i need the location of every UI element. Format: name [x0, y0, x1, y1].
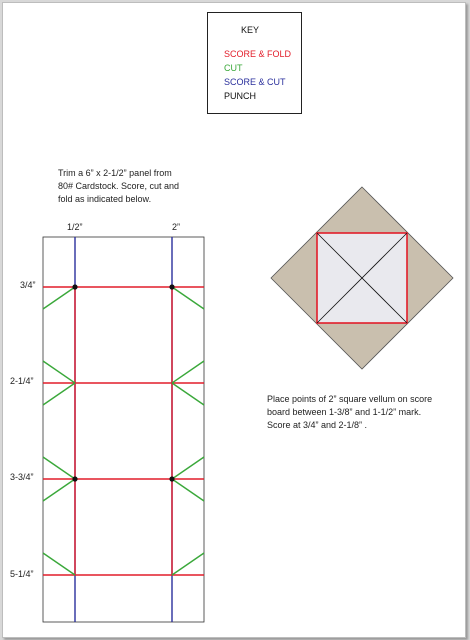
punch-dot: [169, 476, 174, 481]
vellum-diamond-illustration: [271, 187, 453, 369]
punch-dot: [72, 284, 77, 289]
side-label-3-4: 3/4”: [20, 280, 36, 290]
key-item-cut: CUT: [224, 63, 243, 73]
top-label-two-inch: 2”: [172, 222, 181, 232]
vellum-instructions: Place points of 2” square vellum on score board between 1-3/8” and 1-1/2” mark. Score at 3/4” and 2-1/8” .: [267, 394, 433, 430]
top-label-half-inch: 1/2”: [67, 222, 83, 232]
side-label-5-1-4: 5-1/4”: [10, 569, 34, 579]
key-item-score-cut: SCORE & CUT: [224, 77, 286, 87]
panel-outline: [43, 237, 204, 622]
punch-dot: [169, 284, 174, 289]
key-item-punch: PUNCH: [224, 91, 257, 101]
side-label-2-1-4: 2-1/4”: [10, 376, 34, 386]
key-item-score-fold: SCORE & FOLD: [224, 49, 292, 59]
side-label-3-3-4: 3-3/4”: [10, 472, 34, 482]
key-title: KEY: [241, 25, 260, 35]
trim-instructions: Trim a 6” x 2-1/2” panel from 80# Cardstock. Score, cut and fold as indicated below.: [58, 168, 180, 204]
punch-dot: [72, 476, 77, 481]
